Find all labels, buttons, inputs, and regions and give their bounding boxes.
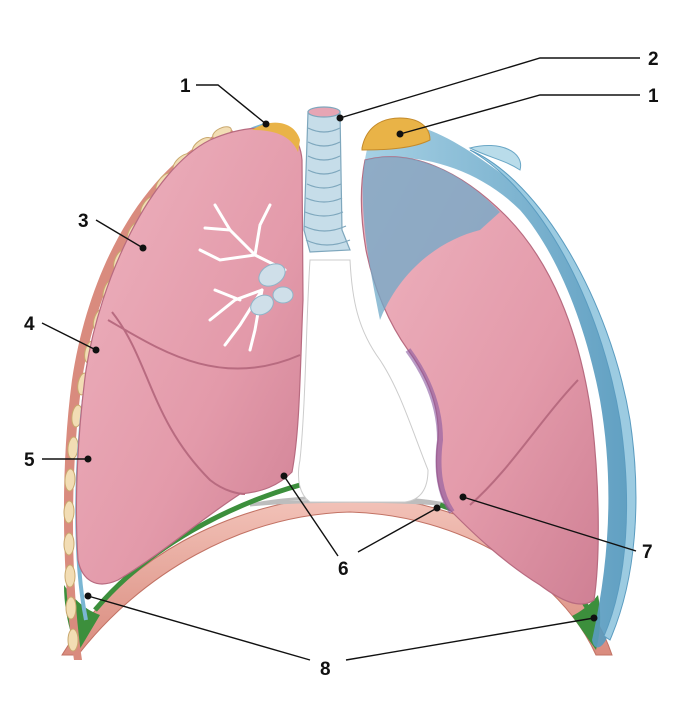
- label-3: 3: [78, 211, 89, 232]
- label-7: 7: [642, 542, 653, 563]
- label-1-right: 1: [648, 86, 659, 107]
- label-6: 6: [338, 559, 349, 580]
- label-1-left: 1: [180, 76, 191, 97]
- label-2: 2: [648, 49, 659, 70]
- label-8: 8: [320, 659, 331, 680]
- label-5: 5: [24, 450, 35, 471]
- trachea: [304, 107, 350, 252]
- label-4: 4: [24, 314, 35, 335]
